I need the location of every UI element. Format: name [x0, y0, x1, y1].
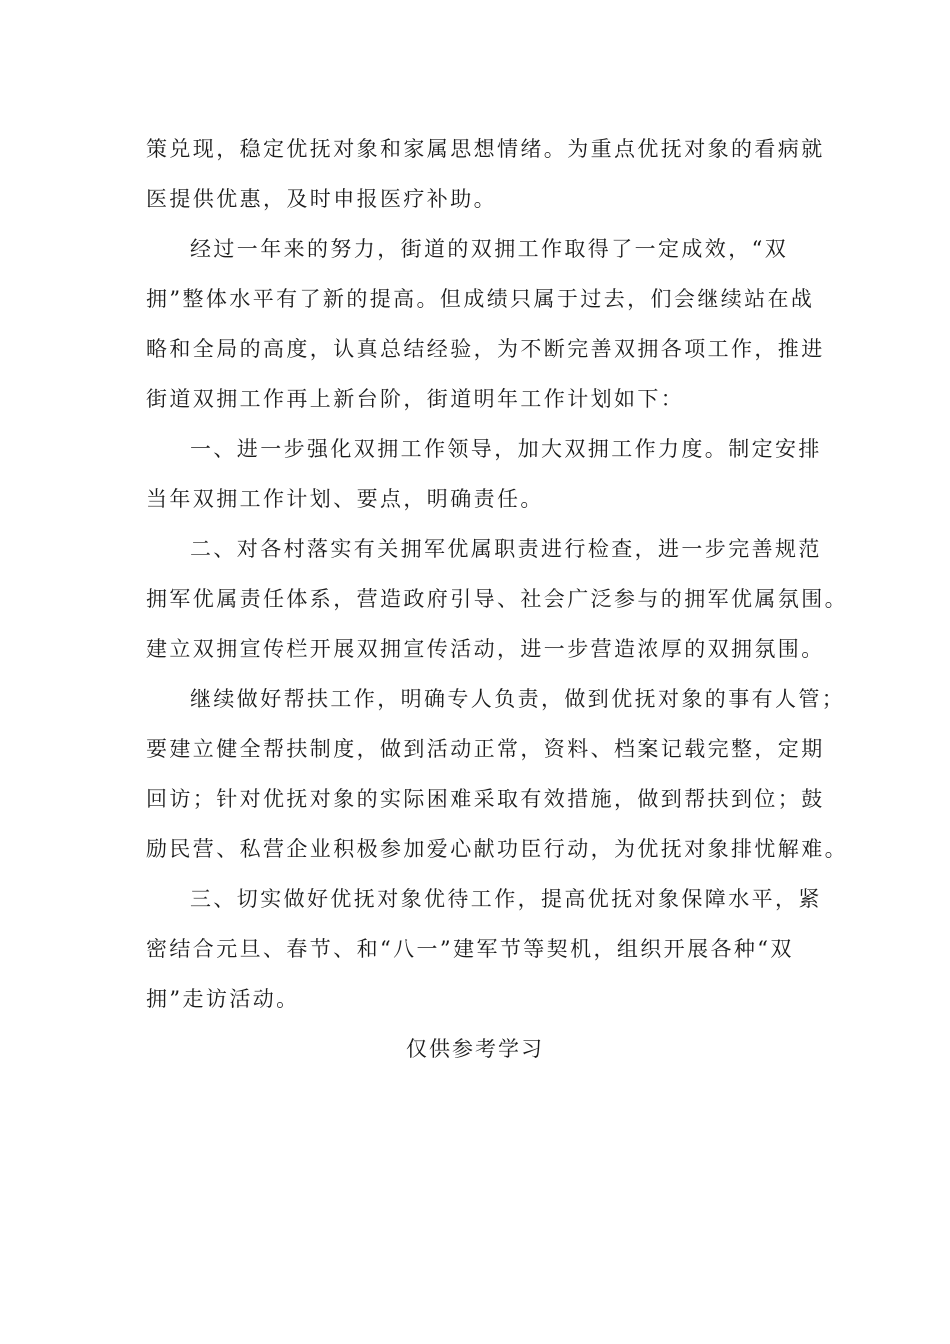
text-line: 一、进一步强化双拥工作领导，加大双拥工作力度。制定安排: [190, 437, 822, 461]
text-line: 策兑现，稳定优抚对象和家属思想情绪。为重点优抚对象的看病就: [146, 137, 825, 161]
footer-note: 仅供参考学习: [406, 1037, 544, 1061]
text-line: 街道双拥工作再上新台阶，街道明年工作计划如下：: [146, 387, 685, 411]
body-text: [146, 124, 848, 1024]
text-line: 继续做好帮扶工作，明确专人负责，做到优抚对象的事有人管；: [190, 687, 846, 711]
text-line: 建立双拥宣传栏开展双拥宣传活动，进一步营造浓厚的双拥氛围。: [146, 637, 825, 661]
text-line: 回访；针对优抚对象的实际困难采取有效措施，做到帮扶到位；鼓: [146, 787, 825, 811]
text-line: 拥军优属责任体系，营造政府引导、社会广泛参与的拥军优属氛围。: [146, 587, 848, 611]
text-line: 要建立健全帮扶制度，做到活动正常，资料、档案记载完整，定期: [146, 737, 825, 761]
text-line: 密结合元旦、春节、和“八一”建军节等契机，组织开展各种“双: [146, 937, 794, 961]
text-line: 医提供优惠，及时申报医疗补助。: [146, 187, 497, 211]
text-line: 当年双拥工作计划、要点，明确责任。: [146, 487, 544, 511]
text-line: 拥”整体水平有了新的提高。但成绩只属于过去，们会继续站在战: [146, 287, 815, 311]
text-line: 拥”走访活动。: [146, 987, 300, 1011]
text-line: 励民营、私营企业积极参加爱心献功臣行动，为优抚对象排忧解难。: [146, 837, 848, 861]
text-line: 三、切实做好优抚对象优待工作，提高优抚对象保障水平，紧: [190, 887, 822, 911]
text-line: 二、对各村落实有关拥军优属职责进行检查，进一步完善规范: [190, 537, 822, 561]
text-line: 经过一年来的努力，街道的双拥工作取得了一定成效，“双: [190, 237, 789, 261]
text-line: 略和全局的高度，认真总结经验，为不断完善双拥各项工作，推进: [146, 337, 825, 361]
